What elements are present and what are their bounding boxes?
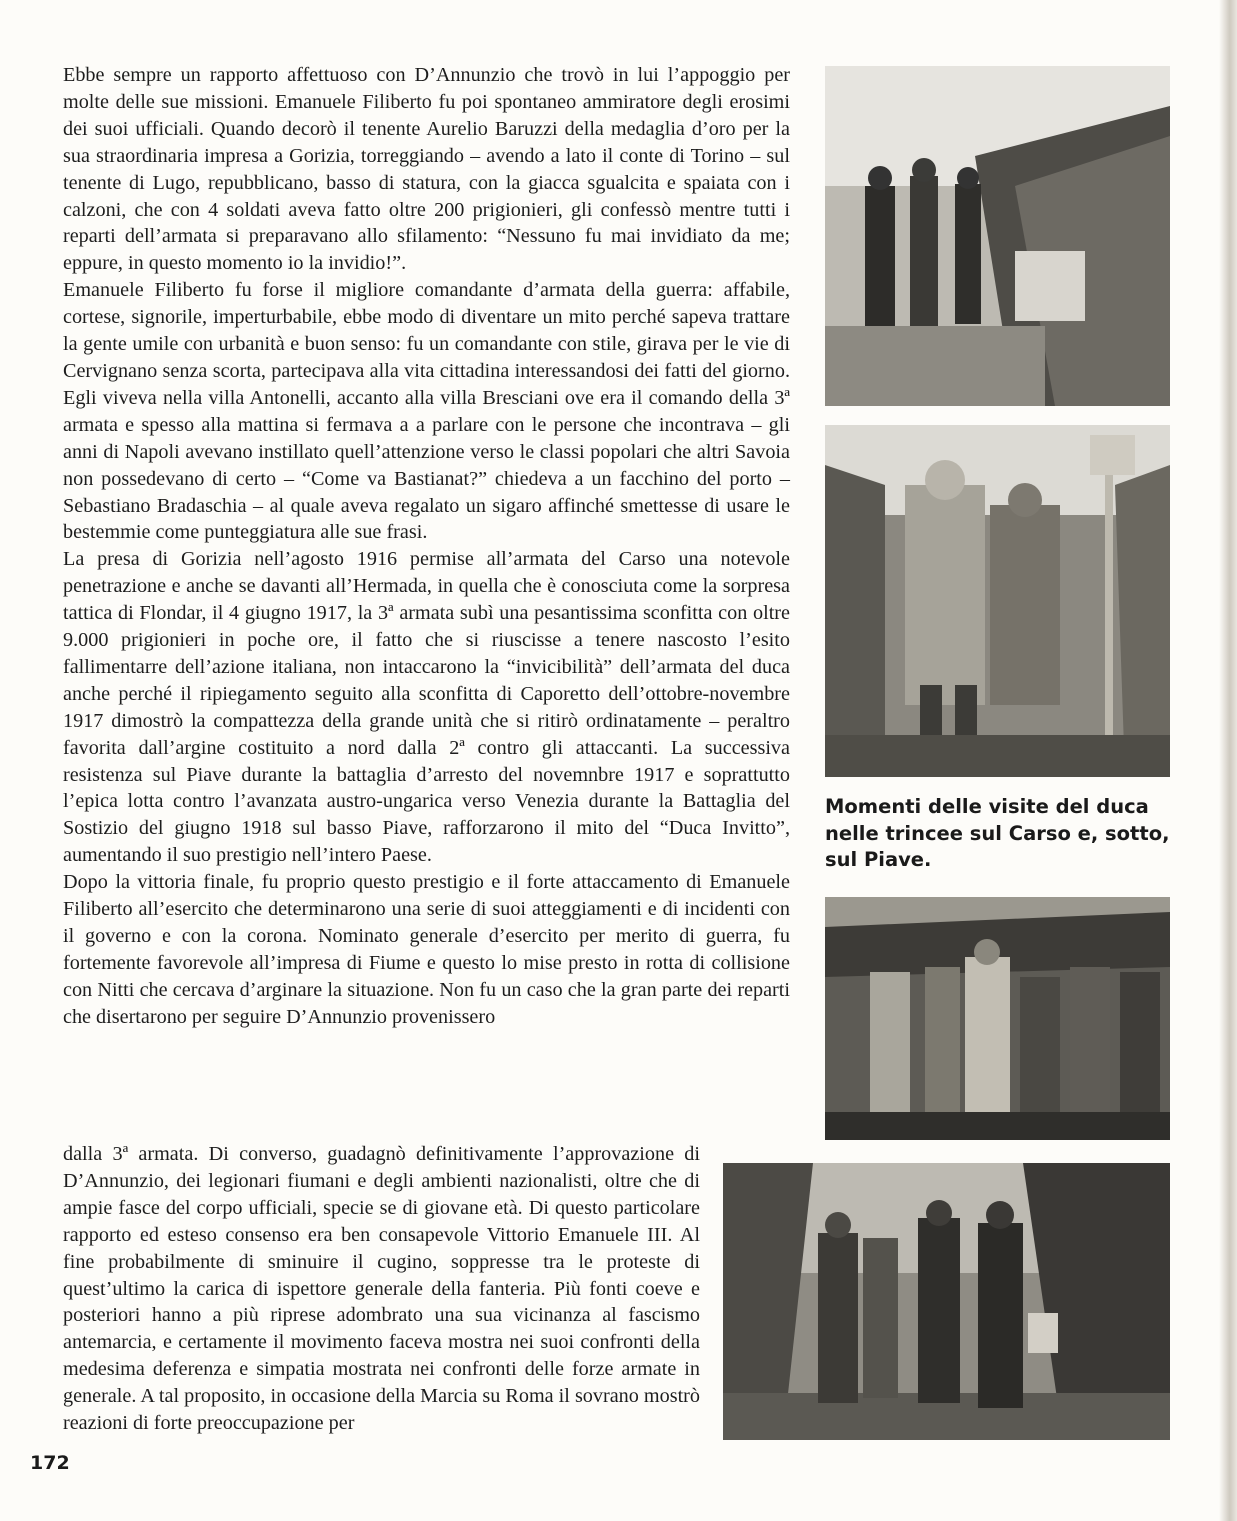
photo-officers-in-trench <box>825 897 1170 1140</box>
page-number: 172 <box>30 1452 70 1474</box>
paragraph-5: dalla 3ª armata. Di converso, guadagnò definitivamente l’approvazione di D’Annunzio, dei legionari fiumani e degli ambienti nazionalisti, oltre che di ampie fasce del corpo ufficiali, specie se di giovane età. Di questo particolare rapporto ed esteso consenso era ben consapevole Vittorio Emanuele III. Al fine probabilmente di sminuire il cugino, soppresse tra le proteste di quest’ultimo la carica di ispettore generale della fanteria. Più fonti coeve e posteriori hanno a più riprese adombrato una sua vicinanza al fascismo antemarcia, e certamente il movimento faceva mostra nei suoi confronti della medesima deferenza e simpatia mostrata nei confronti delle forze armate in generale. A tal proposito, in occasione della Marcia su Roma il sovrano mostrò reazioni di forte preoccupazione per <box>63 1143 700 1435</box>
photo-caption: Momenti delle visite del duca nelle trincee sul Carso e, sotto, sul Piave. <box>825 795 1170 871</box>
page-gutter-edge <box>1219 0 1237 1521</box>
main-text-column <box>63 62 790 1031</box>
paragraph-3: La presa di Gorizia nell’agosto 1916 permise all’armata del Carso una notevole penetrazione e anche se davanti all’Hermada, in quella che è conosciuta come la sorpresa tattica di Flondar, il 4 giugno 1917, la 3ª armata subì una pesantissima sconfitta con oltre 9.000 prigionieri in poche ore, il fatto che si riuscisse a tenere nascosto l’esito fallimentarre dell’azione italiana, non intaccarono la “invicibilità” dell’armata del duca anche perché il ripiegamento seguito alla sconfitta di Caporetto dell’ottobre-novembre 1917 dimostrò la compattezza della grande unità che si ritirò ordinatamente – peraltro favorita dall’argine costituito a nord dalla 2ª contro gli attaccanti. La successiva resistenza sul Piave durante la battaglia d’arresto del novemnbre 1917 e soprattutto l’epica lotta contro l’avanzata austro-ungarica verso Venezia durante la Battaglia del Sostizio del giugno 1918 sul basso Piave, rafforzarono il mito del “Duca Invitto”, aumentando il suo prestigio nell’intero Paese. <box>63 548 790 867</box>
continuation-text <box>63 1141 700 1437</box>
photo-inspection-trench <box>723 1163 1170 1440</box>
paragraph-4: Dopo la vittoria finale, fu proprio questo prestigio e il forte attaccamento di Emanuele Filiberto all’esercito che determinarono una serie di suoi atteggiamenti e di incidenti con il governo e con la corona. Nominato generale d’esercito per merito di guerra, fu fortemente favorevole all’impresa di Fiume e questo lo mise presto in rotta di collisione con Nitti che cercava d’arginare la situazione. Non fu un caso che la gran parte dei reparti che disertarono per seguire D’Annunzio provenissero <box>63 871 790 1028</box>
photo-trench-visit-1 <box>825 66 1170 406</box>
paragraph-2: Emanuele Filiberto fu forse il migliore comandante d’armata della guerra: affabile, cortese, signorile, imperturbabile, ebbe modo di diventare un mito perché sapeva trattare la gente umile con urbanità e buon senso: fu un comandante con stile, girava per le vie di Cervignano senza scorta, partecipava alla vita cittadina interessandosi dei fatti del giorno. Egli viveva nella villa Antonelli, accanto alla villa Bresciani ove era il comando della 3ª armata e spesso alla mattina si fermava a a parlare con le persone che incontrava – gli anni di Napoli avevano instillato quell’attenzione verso le classi popolari che altri Savoia non possedevano di certo – “Come va Bastianat?” chiedeva a un facchino del porto – Sebastiano Bradaschia – al quale aveva regalato un sigaro affinché smettesse di usare le bestemmie come punteggiatura alle sue frasi. <box>63 279 790 544</box>
paragraph-1: Ebbe sempre un rapporto affettuoso con D’Annunzio che trovò in lui l’appoggio per molte delle sue missioni. Emanuele Filiberto fu poi spontaneo ammiratore degli erosimi dei suoi ufficiali. Quando decorò il tenente Aurelio Baruzzi della medaglia d’oro per la sua straordinaria impresa a Gorizia, torreggiando – avendo a lato il conte di Torino – sul tenente di Lugo, repubblicano, basso di statura, con la giacca sgualcita e spaiata con i calzoni, che con 4 soldati aveva fatto oltre 200 prigionieri, gli confessò mentre tutti i reparti dell’armata si preparavano allo sfilamento: “Nessuno fu mai invidiato da me; eppure, in questo momento io la invidio!”. <box>63 64 790 275</box>
photo-duke-with-cane <box>825 425 1170 777</box>
